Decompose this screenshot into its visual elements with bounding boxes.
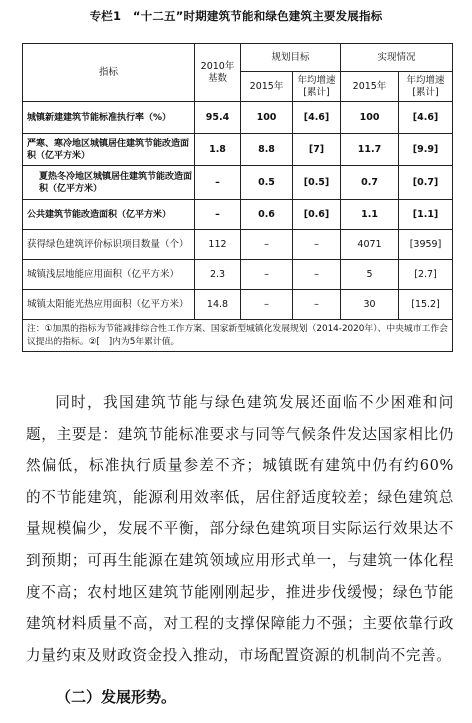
- header-planned-target: 规划目标: [241, 44, 341, 72]
- table-note: 注：①加黑的指标为节能减排综合性工作方案、国家新型城镇化发展规划（2014-2020年）、中央城市工作会议提出的指标。②[ ]内为5年累计值。: [23, 320, 453, 352]
- table-row: [23, 230, 453, 260]
- row-target-growth: [4.6]: [293, 102, 341, 134]
- indicator-table: [22, 43, 453, 352]
- row-label: 城镇浅层地能应用面积（亿平方米）: [23, 260, 195, 290]
- row-actual-growth: [4.6]: [399, 102, 453, 134]
- body-paragraph: 同时，我国建筑节能与绿色建筑发展还面临不少困难和问题，主要是：建筑节能标准要求与同等气候条件发达国家相比仍然偏低，标准执行质量参差不齐；城镇既有建筑中仍有约60%的不节能建筑，能源利用效率低，居住舒适度较差；绿色建筑总量规模偏少，发展不平衡，部分绿色建筑项目实际运行效果达不到预期；可再生能源在建筑领域应用形式单一，与建筑一体化程度不高；农村地区建筑节能刚刚起步，推进步伐缓慢；绿色节能建筑材料质量不高，对工程的支撑保障能力不强；主要依靠行政力量约束及财政资金投入推动，市场配置资源的机制尚不完善。: [26, 394, 454, 664]
- row-actual-2015: 1.1: [341, 200, 399, 230]
- row-target-2015: –: [241, 230, 293, 260]
- table-row: [23, 200, 453, 230]
- row-base: –: [195, 166, 241, 200]
- row-actual-2015: 100: [341, 102, 399, 134]
- row-actual-2015: 30: [341, 290, 399, 320]
- header-target-2015: 2015年: [241, 72, 293, 102]
- header-target-growth: 年均增速[累计]: [293, 72, 341, 102]
- row-base: 2.3: [195, 260, 241, 290]
- row-target-growth: –: [293, 260, 341, 290]
- row-base: –: [195, 200, 241, 230]
- row-target-2015: 8.8: [241, 134, 293, 166]
- row-target-2015: 100: [241, 102, 293, 134]
- row-target-growth: –: [293, 290, 341, 320]
- header-actual-growth: 年均增速[累计]: [399, 72, 453, 102]
- section-heading: （二）发展形势。: [56, 688, 177, 706]
- indicator-table-wrapper: [22, 43, 452, 352]
- row-target-growth: [7]: [293, 134, 341, 166]
- row-actual-growth: [15.2]: [399, 290, 453, 320]
- row-actual-2015: 4071: [341, 230, 399, 260]
- row-label: 夏热冬冷地区城镇居住建筑节能改造面积（亿平方米）: [23, 166, 195, 200]
- row-base: 1.8: [195, 134, 241, 166]
- table-row: [23, 290, 453, 320]
- row-base: 95.4: [195, 102, 241, 134]
- table-caption: 专栏1 “十二五”时期建筑节能和绿色建筑主要发展指标: [89, 9, 383, 23]
- row-actual-2015: 0.7: [341, 166, 399, 200]
- header-indicator: 指标: [23, 44, 195, 102]
- row-label: 城镇太阳能光热应用面积（亿平方米）: [23, 290, 195, 320]
- header-base-2010: 2010年基数: [195, 44, 241, 102]
- row-base: 14.8: [195, 290, 241, 320]
- row-target-growth: [0.6]: [293, 200, 341, 230]
- table-row: [23, 102, 453, 134]
- row-base: 112: [195, 230, 241, 260]
- row-target-2015: –: [241, 290, 293, 320]
- table-row: [23, 260, 453, 290]
- row-actual-growth: [2.7]: [399, 260, 453, 290]
- table-row: [23, 166, 453, 200]
- row-label: 城镇新建建筑节能标准执行率（%）: [23, 102, 195, 134]
- header-actual-2015: 2015年: [341, 72, 399, 102]
- row-target-2015: –: [241, 260, 293, 290]
- row-actual-growth: [1.1]: [399, 200, 453, 230]
- header-actual-result: 实现情况: [341, 44, 453, 72]
- row-label: 公共建筑节能改造面积（亿平方米）: [23, 200, 195, 230]
- row-actual-growth: [3959]: [399, 230, 453, 260]
- table-row: [23, 134, 453, 166]
- row-actual-2015: 5: [341, 260, 399, 290]
- row-label: 获得绿色建筑评价标识项目数量（个）: [23, 230, 195, 260]
- row-target-2015: 0.6: [241, 200, 293, 230]
- row-actual-growth: [9.9]: [399, 134, 453, 166]
- row-target-2015: 0.5: [241, 166, 293, 200]
- row-actual-2015: 11.7: [341, 134, 399, 166]
- row-target-growth: [0.5]: [293, 166, 341, 200]
- row-actual-growth: [0.7]: [399, 166, 453, 200]
- row-target-growth: –: [293, 230, 341, 260]
- row-label: 严寒、寒冷地区城镇居住建筑节能改造面积（亿平方米）: [23, 134, 195, 166]
